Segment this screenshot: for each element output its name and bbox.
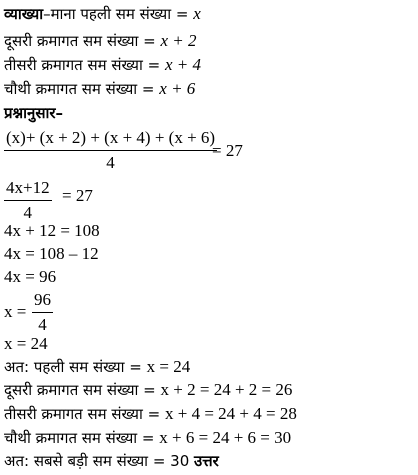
- explanation-line: [4, 4, 201, 24]
- sum-fraction: [4, 127, 217, 174]
- def-expr: x + 6: [159, 79, 196, 98]
- sum-rhs: = 27: [212, 141, 243, 160]
- according-heading: प्रश्नानुसार–: [4, 104, 64, 122]
- division-fraction: [32, 289, 53, 336]
- simplified-numerator: 4x+12: [6, 178, 50, 197]
- conclusion-expr: x + 2 = 24 + 2 = 26: [160, 380, 293, 399]
- sum-denominator: 4: [106, 153, 115, 172]
- x-lhs: x =: [4, 302, 27, 321]
- conclusion-expr: x = 24: [146, 357, 191, 376]
- dash: –: [43, 5, 51, 23]
- def-expr: x + 4: [165, 55, 202, 74]
- conclusion-line-2: [4, 380, 292, 400]
- fraction-bar: [32, 312, 53, 313]
- fraction-bar: [4, 150, 217, 151]
- explanation-label: व्याख्या: [4, 5, 44, 23]
- conclusion-text: अत: पहली सम संख्या =: [4, 358, 147, 376]
- step-line: 4x = 108 – 12: [4, 244, 99, 263]
- final-text: अत: सबसे बड़ी सम संख्या = 30: [4, 452, 195, 470]
- step-line: 4x + 12 = 108: [4, 221, 100, 240]
- def-text: चौथी क्रमागत सम संख्या =: [4, 80, 160, 98]
- sum-numerator: (x)+ (x + 2) + (x + 4) + (x + 6): [6, 128, 216, 147]
- conclusion-expr: x + 6 = 24 + 6 = 30: [159, 428, 292, 447]
- def-expr: x + 2: [160, 31, 197, 50]
- answer-label: उत्तर: [194, 452, 219, 470]
- conclusion-text: दूसरी क्रमागत सम संख्या =: [4, 381, 161, 399]
- fraction-bar: [4, 200, 52, 201]
- conclusion-text: चौथी क्रमागत सम संख्या =: [4, 429, 160, 447]
- step-line: 4x = 96: [4, 267, 57, 286]
- def-text: दूसरी क्रमागत सम संख्या =: [4, 32, 161, 50]
- conclusion-expr: x + 4 = 24 + 4 = 28: [165, 404, 297, 423]
- division-denominator: 4: [38, 315, 47, 334]
- conclusion-line-1: [4, 357, 190, 377]
- final-answer-line: [4, 451, 219, 471]
- assume-text: माना पहली सम संख्या =: [50, 5, 194, 23]
- def-line-4: [4, 79, 195, 99]
- def-line-3: [4, 55, 201, 75]
- simplified-rhs: = 27: [62, 186, 93, 205]
- conclusion-text: तीसरी क्रमागत सम संख्या =: [4, 405, 165, 423]
- variable-x: x: [193, 4, 201, 23]
- division-numerator: 96: [34, 290, 51, 309]
- simplified-fraction: [4, 177, 52, 224]
- def-text: तीसरी क्रमागत सम संख्या =: [4, 56, 165, 74]
- def-line-2: [4, 31, 197, 51]
- simplified-denominator: 4: [23, 203, 33, 222]
- conclusion-line-4: [4, 428, 291, 448]
- conclusion-line-3: [4, 404, 297, 424]
- result-line: x = 24: [4, 334, 48, 353]
